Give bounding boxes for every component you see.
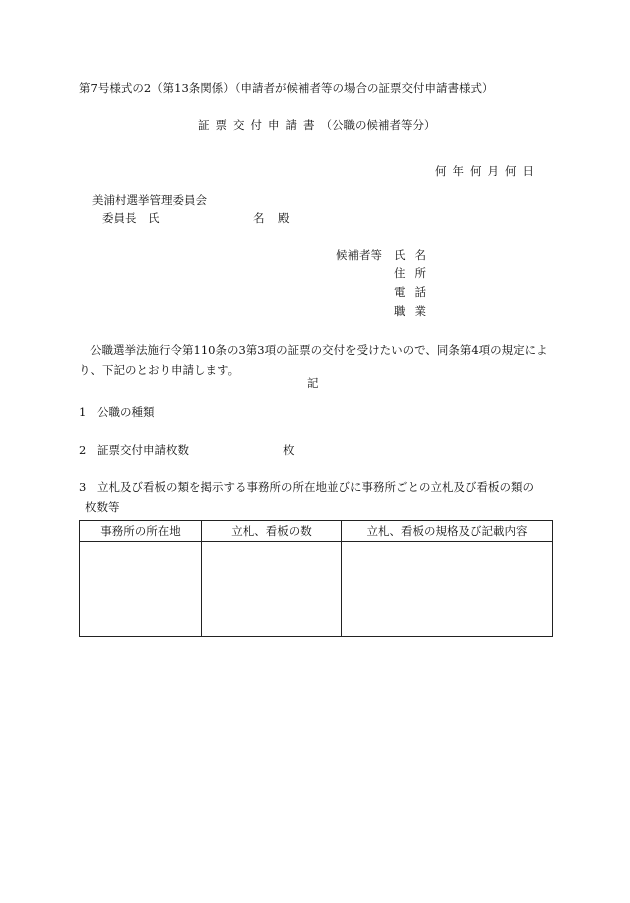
document-title-main: 証票交付申請書: [198, 118, 321, 132]
applicant-group-label: 候補者等: [336, 248, 382, 262]
date-line: 何年何月何日: [435, 164, 540, 178]
item-3-continuation: 枚数等: [85, 500, 120, 514]
item-3-text: 立札及び看板の類を掲示する事務所の所在地並びに事務所ごとの立札及び看板の類の: [97, 480, 534, 494]
item-2-text: 証票交付申請枚数: [97, 443, 189, 457]
table-header-location: 事務所の所在地: [80, 521, 202, 542]
item-1-text: 公職の種類: [97, 405, 155, 419]
applicant-field-name: 氏名: [394, 248, 435, 262]
table-cell-location: [80, 542, 202, 637]
addressee-suffix: 殿: [278, 211, 290, 225]
addressee-name-label: 名: [253, 211, 265, 225]
addressee-committee: 美浦村選挙管理委員会: [92, 193, 207, 207]
addressee-chair-honorific: 氏: [148, 211, 160, 225]
item-2-unit: 枚: [283, 443, 295, 457]
document-title-sub: （公職の候補者等分）: [320, 118, 436, 132]
item-1: [79, 407, 155, 419]
office-table: [79, 520, 553, 637]
item-2: [79, 445, 189, 457]
form-reference: 第7号様式の2（第13条関係）（申請者が候補者等の場合の証票交付申請書様式）: [79, 81, 494, 95]
table-cell-specs: [342, 542, 553, 637]
applicant-field-phone: 電話: [394, 285, 435, 299]
applicant-field-address: 住所: [394, 266, 435, 280]
ki-heading: 記: [307, 376, 319, 390]
table-header-specs: 立札、看板の規格及び記載内容: [342, 521, 553, 542]
table-row: [80, 542, 553, 637]
item-3: [79, 477, 554, 517]
item-2-number: 2: [79, 443, 87, 457]
item-1-number: 1: [79, 405, 87, 419]
document-title: [198, 120, 436, 132]
table-header-count: 立札、看板の数: [202, 521, 342, 542]
item-3-number: 3: [79, 480, 87, 494]
body-paragraph: 公職選挙法施行令第110条の3第3項の証票の交付を受けたいので、同条第4項の規定により、下記のとおり申請します。: [79, 343, 548, 377]
table-header-row: [80, 521, 553, 542]
table-cell-count: [202, 542, 342, 637]
applicant-field-occupation: 職業: [394, 304, 435, 318]
addressee-chair-label: 委員長: [102, 211, 137, 225]
